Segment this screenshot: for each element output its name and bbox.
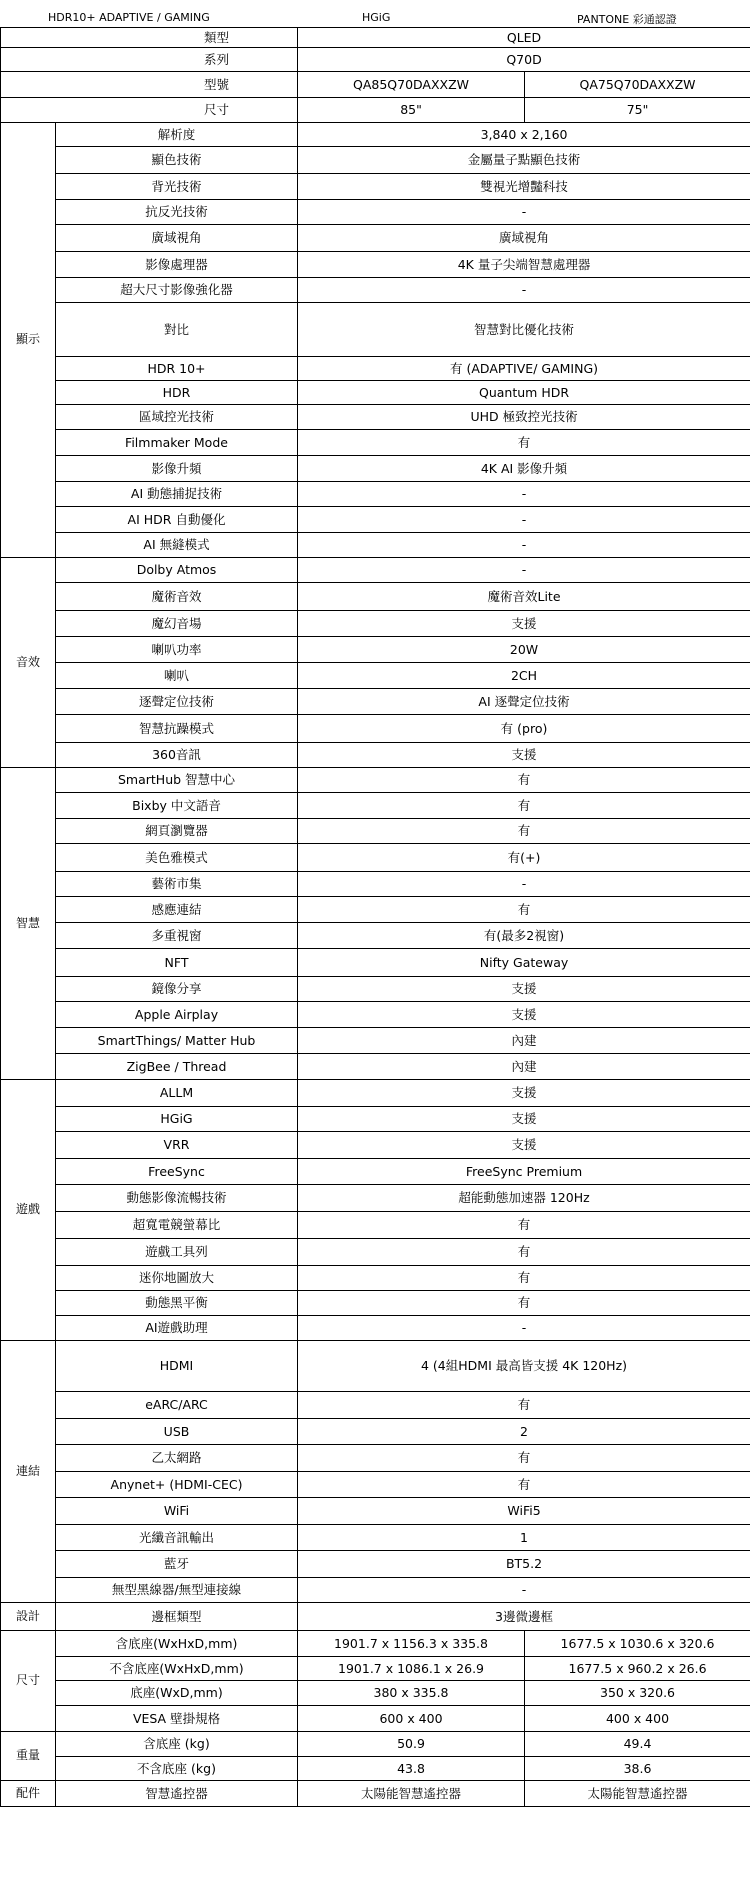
spec-value: AI 逐聲定位技術 (298, 689, 750, 715)
spec-value: - (298, 1578, 750, 1603)
spec-row (1, 1781, 750, 1807)
spec-row (1, 430, 750, 456)
spec-label: AI 動態捕捉技術 (56, 482, 298, 507)
value-85-inch: 380 x 335.8 (298, 1681, 525, 1706)
spec-value: 有 (298, 1212, 750, 1239)
spec-label: 智慧抗躁模式 (56, 715, 298, 743)
spec-row (1, 1132, 750, 1159)
spec-row (1, 923, 750, 949)
spec-label: 超大尺寸影像強化器 (56, 278, 298, 303)
spec-label: HDR (56, 381, 298, 405)
spec-row (1, 1291, 750, 1316)
spec-value: 支援 (298, 1080, 750, 1107)
spec-row (1, 381, 750, 405)
spec-value: BT5.2 (298, 1551, 750, 1578)
spec-row (1, 200, 750, 225)
spec-label: 廣域視角 (56, 225, 298, 252)
spec-label: WiFi (56, 1498, 298, 1525)
spec-label: 含底座(WxHxD,mm) (56, 1631, 298, 1657)
spec-label: SmartHub 智慧中心 (56, 768, 298, 793)
spec-value: 金屬量子點顯色技術 (298, 147, 750, 174)
spec-value: 有 (298, 1266, 750, 1291)
spec-label: 超寬電競螢幕比 (56, 1212, 298, 1239)
value-75-inch: 400 x 400 (525, 1706, 750, 1732)
spec-row (1, 583, 750, 611)
spec-row (1, 715, 750, 743)
spec-value: 支援 (298, 1132, 750, 1159)
spec-value: 有 (298, 1445, 750, 1472)
spec-value: 雙視光增豔科技 (298, 174, 750, 200)
spec-row (1, 1080, 750, 1107)
spec-row (1, 872, 750, 897)
spec-row (1, 1054, 750, 1080)
value-85-inch: 太陽能智慧遙控器 (298, 1781, 525, 1807)
category-cell: 顯示 (1, 123, 56, 558)
spec-value: - (298, 1316, 750, 1341)
spec-row (1, 456, 750, 482)
spec-value: 有 (298, 1291, 750, 1316)
value-75-inch: 75" (525, 98, 750, 123)
value-75-inch: QA75Q70DAXXZW (525, 72, 750, 98)
spec-label: ALLM (56, 1080, 298, 1107)
spec-row (1, 1316, 750, 1341)
spec-table (0, 27, 750, 1807)
value-85-inch: 85" (298, 98, 525, 123)
spec-label: SmartThings/ Matter Hub (56, 1028, 298, 1054)
spec-row (1, 611, 750, 637)
spec-label: 解析度 (56, 123, 298, 147)
spec-value: 支援 (298, 1107, 750, 1132)
spec-row (1, 1578, 750, 1603)
spec-label: 區域控光技術 (56, 405, 298, 430)
spec-value: 支援 (298, 1002, 750, 1028)
spec-label: 迷你地圖放大 (56, 1266, 298, 1291)
spec-label: 光纖音訊輸出 (56, 1525, 298, 1551)
spec-value: - (298, 200, 750, 225)
spec-label: 顯色技術 (56, 147, 298, 174)
spec-row (1, 689, 750, 715)
spec-label: Anynet+ (HDMI-CEC) (56, 1472, 298, 1498)
spec-value: - (298, 482, 750, 507)
spec-label: 360音訊 (56, 743, 298, 768)
spec-row (1, 819, 750, 844)
spec-label: Bixby 中文語音 (56, 793, 298, 819)
spec-value: 4K AI 影像升頻 (298, 456, 750, 482)
spec-value: - (298, 558, 750, 583)
spec-label: 魔幻音場 (56, 611, 298, 637)
spec-value: WiFi5 (298, 1498, 750, 1525)
value-75-inch: 太陽能智慧遙控器 (525, 1781, 750, 1807)
category-cell: 設計 (1, 1603, 56, 1631)
category-cell: 重量 (1, 1732, 56, 1781)
spec-label: eARC/ARC (56, 1392, 298, 1419)
spec-value: UHD 極致控光技術 (298, 405, 750, 430)
value-75-inch: 1677.5 x 960.2 x 26.6 (525, 1657, 750, 1681)
spec-value: - (298, 278, 750, 303)
spec-label: 類型 (1, 28, 298, 48)
spec-label: 動態影像流暢技術 (56, 1185, 298, 1212)
spec-row (1, 1239, 750, 1266)
spec-row (1, 1525, 750, 1551)
spec-row (1, 174, 750, 200)
spec-label: 影像處理器 (56, 252, 298, 278)
spec-label: 型號 (1, 72, 298, 98)
value-75-inch: 38.6 (525, 1757, 750, 1781)
spec-label: Dolby Atmos (56, 558, 298, 583)
spec-value: - (298, 507, 750, 533)
spec-value: 有 (ADAPTIVE/ GAMING) (298, 357, 750, 381)
spec-row (1, 1266, 750, 1291)
value-85-inch: 600 x 400 (298, 1706, 525, 1732)
spec-row (1, 1681, 750, 1706)
spec-row (1, 1185, 750, 1212)
spec-row (1, 482, 750, 507)
spec-label: 尺寸 (1, 98, 298, 123)
value-85-inch: 43.8 (298, 1757, 525, 1781)
spec-value: 有 (298, 793, 750, 819)
spec-value: 有 (298, 768, 750, 793)
spec-value: 有 (298, 819, 750, 844)
spec-label: 喇叭功率 (56, 637, 298, 663)
spec-row (1, 278, 750, 303)
spec-value: Q70D (298, 48, 750, 72)
spec-row (1, 1341, 750, 1392)
spec-value: 支援 (298, 611, 750, 637)
spec-row (1, 1392, 750, 1419)
spec-label: 感應連結 (56, 897, 298, 923)
spec-value: - (298, 872, 750, 897)
spec-value: FreeSync Premium (298, 1159, 750, 1185)
spec-value: 3邊微邊框 (298, 1603, 750, 1631)
spec-label: 無型黑線器/無型連接線 (56, 1578, 298, 1603)
spec-value: 內建 (298, 1028, 750, 1054)
spec-value: Quantum HDR (298, 381, 750, 405)
spec-label: 底座(WxD,mm) (56, 1681, 298, 1706)
spec-label: AI遊戲助理 (56, 1316, 298, 1341)
header-hdr10: HDR10+ ADAPTIVE / GAMING (48, 11, 210, 24)
spec-value: 支援 (298, 977, 750, 1002)
spec-value: - (298, 533, 750, 558)
spec-row (1, 303, 750, 357)
spec-value: 有 (298, 430, 750, 456)
spec-label: ZigBee / Thread (56, 1054, 298, 1080)
spec-label: 魔術音效 (56, 583, 298, 611)
spec-label: 藝術市集 (56, 872, 298, 897)
spec-label: Filmmaker Mode (56, 430, 298, 456)
spec-value: 2 (298, 1419, 750, 1445)
spec-label: HGiG (56, 1107, 298, 1132)
spec-row (1, 558, 750, 583)
spec-value: 有 (298, 897, 750, 923)
spec-row (1, 1107, 750, 1132)
spec-label: HDMI (56, 1341, 298, 1392)
spec-row (1, 1498, 750, 1525)
spec-label: 影像升頻 (56, 456, 298, 482)
spec-row (1, 1603, 750, 1631)
value-85-inch: 1901.7 x 1086.1 x 26.9 (298, 1657, 525, 1681)
spec-row (1, 1472, 750, 1498)
spec-value: 有 (298, 1392, 750, 1419)
spec-label: 藍牙 (56, 1551, 298, 1578)
spec-row (1, 844, 750, 872)
top-header (0, 0, 750, 28)
spec-row (1, 147, 750, 174)
spec-row (1, 98, 750, 123)
spec-label: 逐聲定位技術 (56, 689, 298, 715)
spec-row (1, 507, 750, 533)
spec-value: 1 (298, 1525, 750, 1551)
spec-row (1, 1732, 750, 1757)
value-75-inch: 350 x 320.6 (525, 1681, 750, 1706)
spec-label: 美色雅模式 (56, 844, 298, 872)
spec-label: 不含底座(WxHxD,mm) (56, 1657, 298, 1681)
header-hgig: HGiG (362, 11, 391, 24)
spec-value: 內建 (298, 1054, 750, 1080)
spec-label: 不含底座 (kg) (56, 1757, 298, 1781)
header-pantone: PANTONE 彩通認證 (577, 13, 677, 26)
spec-row (1, 1551, 750, 1578)
spec-label: VESA 壁掛規格 (56, 1706, 298, 1732)
spec-row (1, 663, 750, 689)
spec-label: FreeSync (56, 1159, 298, 1185)
spec-value: 有 (298, 1472, 750, 1498)
spec-value: 有(最多2視窗) (298, 923, 750, 949)
spec-label: HDR 10+ (56, 357, 298, 381)
spec-label: 乙太網路 (56, 1445, 298, 1472)
spec-value: 有(+) (298, 844, 750, 872)
spec-label: Apple Airplay (56, 1002, 298, 1028)
spec-label: 智慧遙控器 (56, 1781, 298, 1807)
spec-label: NFT (56, 949, 298, 977)
spec-value: 智慧對比優化技術 (298, 303, 750, 357)
spec-label: 對比 (56, 303, 298, 357)
spec-value: 3,840 x 2,160 (298, 123, 750, 147)
category-cell: 連結 (1, 1341, 56, 1603)
spec-row (1, 1706, 750, 1732)
spec-row (1, 357, 750, 381)
spec-label: 動態黑平衡 (56, 1291, 298, 1316)
spec-row (1, 72, 750, 98)
value-75-inch: 49.4 (525, 1732, 750, 1757)
spec-row (1, 1212, 750, 1239)
spec-value: 2CH (298, 663, 750, 689)
spec-label: 多重視窗 (56, 923, 298, 949)
spec-row (1, 252, 750, 278)
spec-value: 有 (298, 1239, 750, 1266)
spec-value: 廣域視角 (298, 225, 750, 252)
spec-row (1, 1757, 750, 1781)
category-cell: 遊戲 (1, 1080, 56, 1341)
spec-value: 有 (pro) (298, 715, 750, 743)
spec-row (1, 949, 750, 977)
spec-label: 含底座 (kg) (56, 1732, 298, 1757)
spec-value: 魔術音效Lite (298, 583, 750, 611)
spec-row (1, 405, 750, 430)
category-cell: 音效 (1, 558, 56, 768)
spec-row (1, 123, 750, 147)
spec-label: 遊戲工具列 (56, 1239, 298, 1266)
spec-row (1, 637, 750, 663)
value-75-inch: 1677.5 x 1030.6 x 320.6 (525, 1631, 750, 1657)
spec-value: 超能動態加速器 120Hz (298, 1185, 750, 1212)
spec-row (1, 768, 750, 793)
spec-row (1, 897, 750, 923)
spec-label: 喇叭 (56, 663, 298, 689)
spec-label: 鏡像分享 (56, 977, 298, 1002)
spec-label: AI 無縫模式 (56, 533, 298, 558)
spec-row (1, 1028, 750, 1054)
spec-row (1, 793, 750, 819)
spec-row (1, 533, 750, 558)
spec-value: QLED (298, 28, 750, 48)
spec-row (1, 225, 750, 252)
spec-label: VRR (56, 1132, 298, 1159)
spec-label: 系列 (1, 48, 298, 72)
spec-label: 邊框類型 (56, 1603, 298, 1631)
spec-row (1, 1657, 750, 1681)
spec-row (1, 743, 750, 768)
spec-row (1, 1419, 750, 1445)
spec-label: 網頁瀏覽器 (56, 819, 298, 844)
category-cell: 尺寸 (1, 1631, 56, 1732)
spec-row (1, 1631, 750, 1657)
spec-label: 抗反光技術 (56, 200, 298, 225)
spec-row (1, 1445, 750, 1472)
spec-label: 背光技術 (56, 174, 298, 200)
spec-row (1, 977, 750, 1002)
spec-value: 4 (4組HDMI 最高皆支援 4K 120Hz) (298, 1341, 750, 1392)
spec-value: 4K 量子尖端智慧處理器 (298, 252, 750, 278)
spec-row (1, 1002, 750, 1028)
spec-value: 支援 (298, 743, 750, 768)
spec-value: 20W (298, 637, 750, 663)
spec-row (1, 28, 750, 48)
spec-row (1, 1159, 750, 1185)
category-cell: 配件 (1, 1781, 56, 1807)
spec-row (1, 48, 750, 72)
spec-label: AI HDR 自動優化 (56, 507, 298, 533)
value-85-inch: 50.9 (298, 1732, 525, 1757)
value-85-inch: QA85Q70DAXXZW (298, 72, 525, 98)
spec-label: USB (56, 1419, 298, 1445)
spec-value: Nifty Gateway (298, 949, 750, 977)
value-85-inch: 1901.7 x 1156.3 x 335.8 (298, 1631, 525, 1657)
category-cell: 智慧 (1, 768, 56, 1080)
